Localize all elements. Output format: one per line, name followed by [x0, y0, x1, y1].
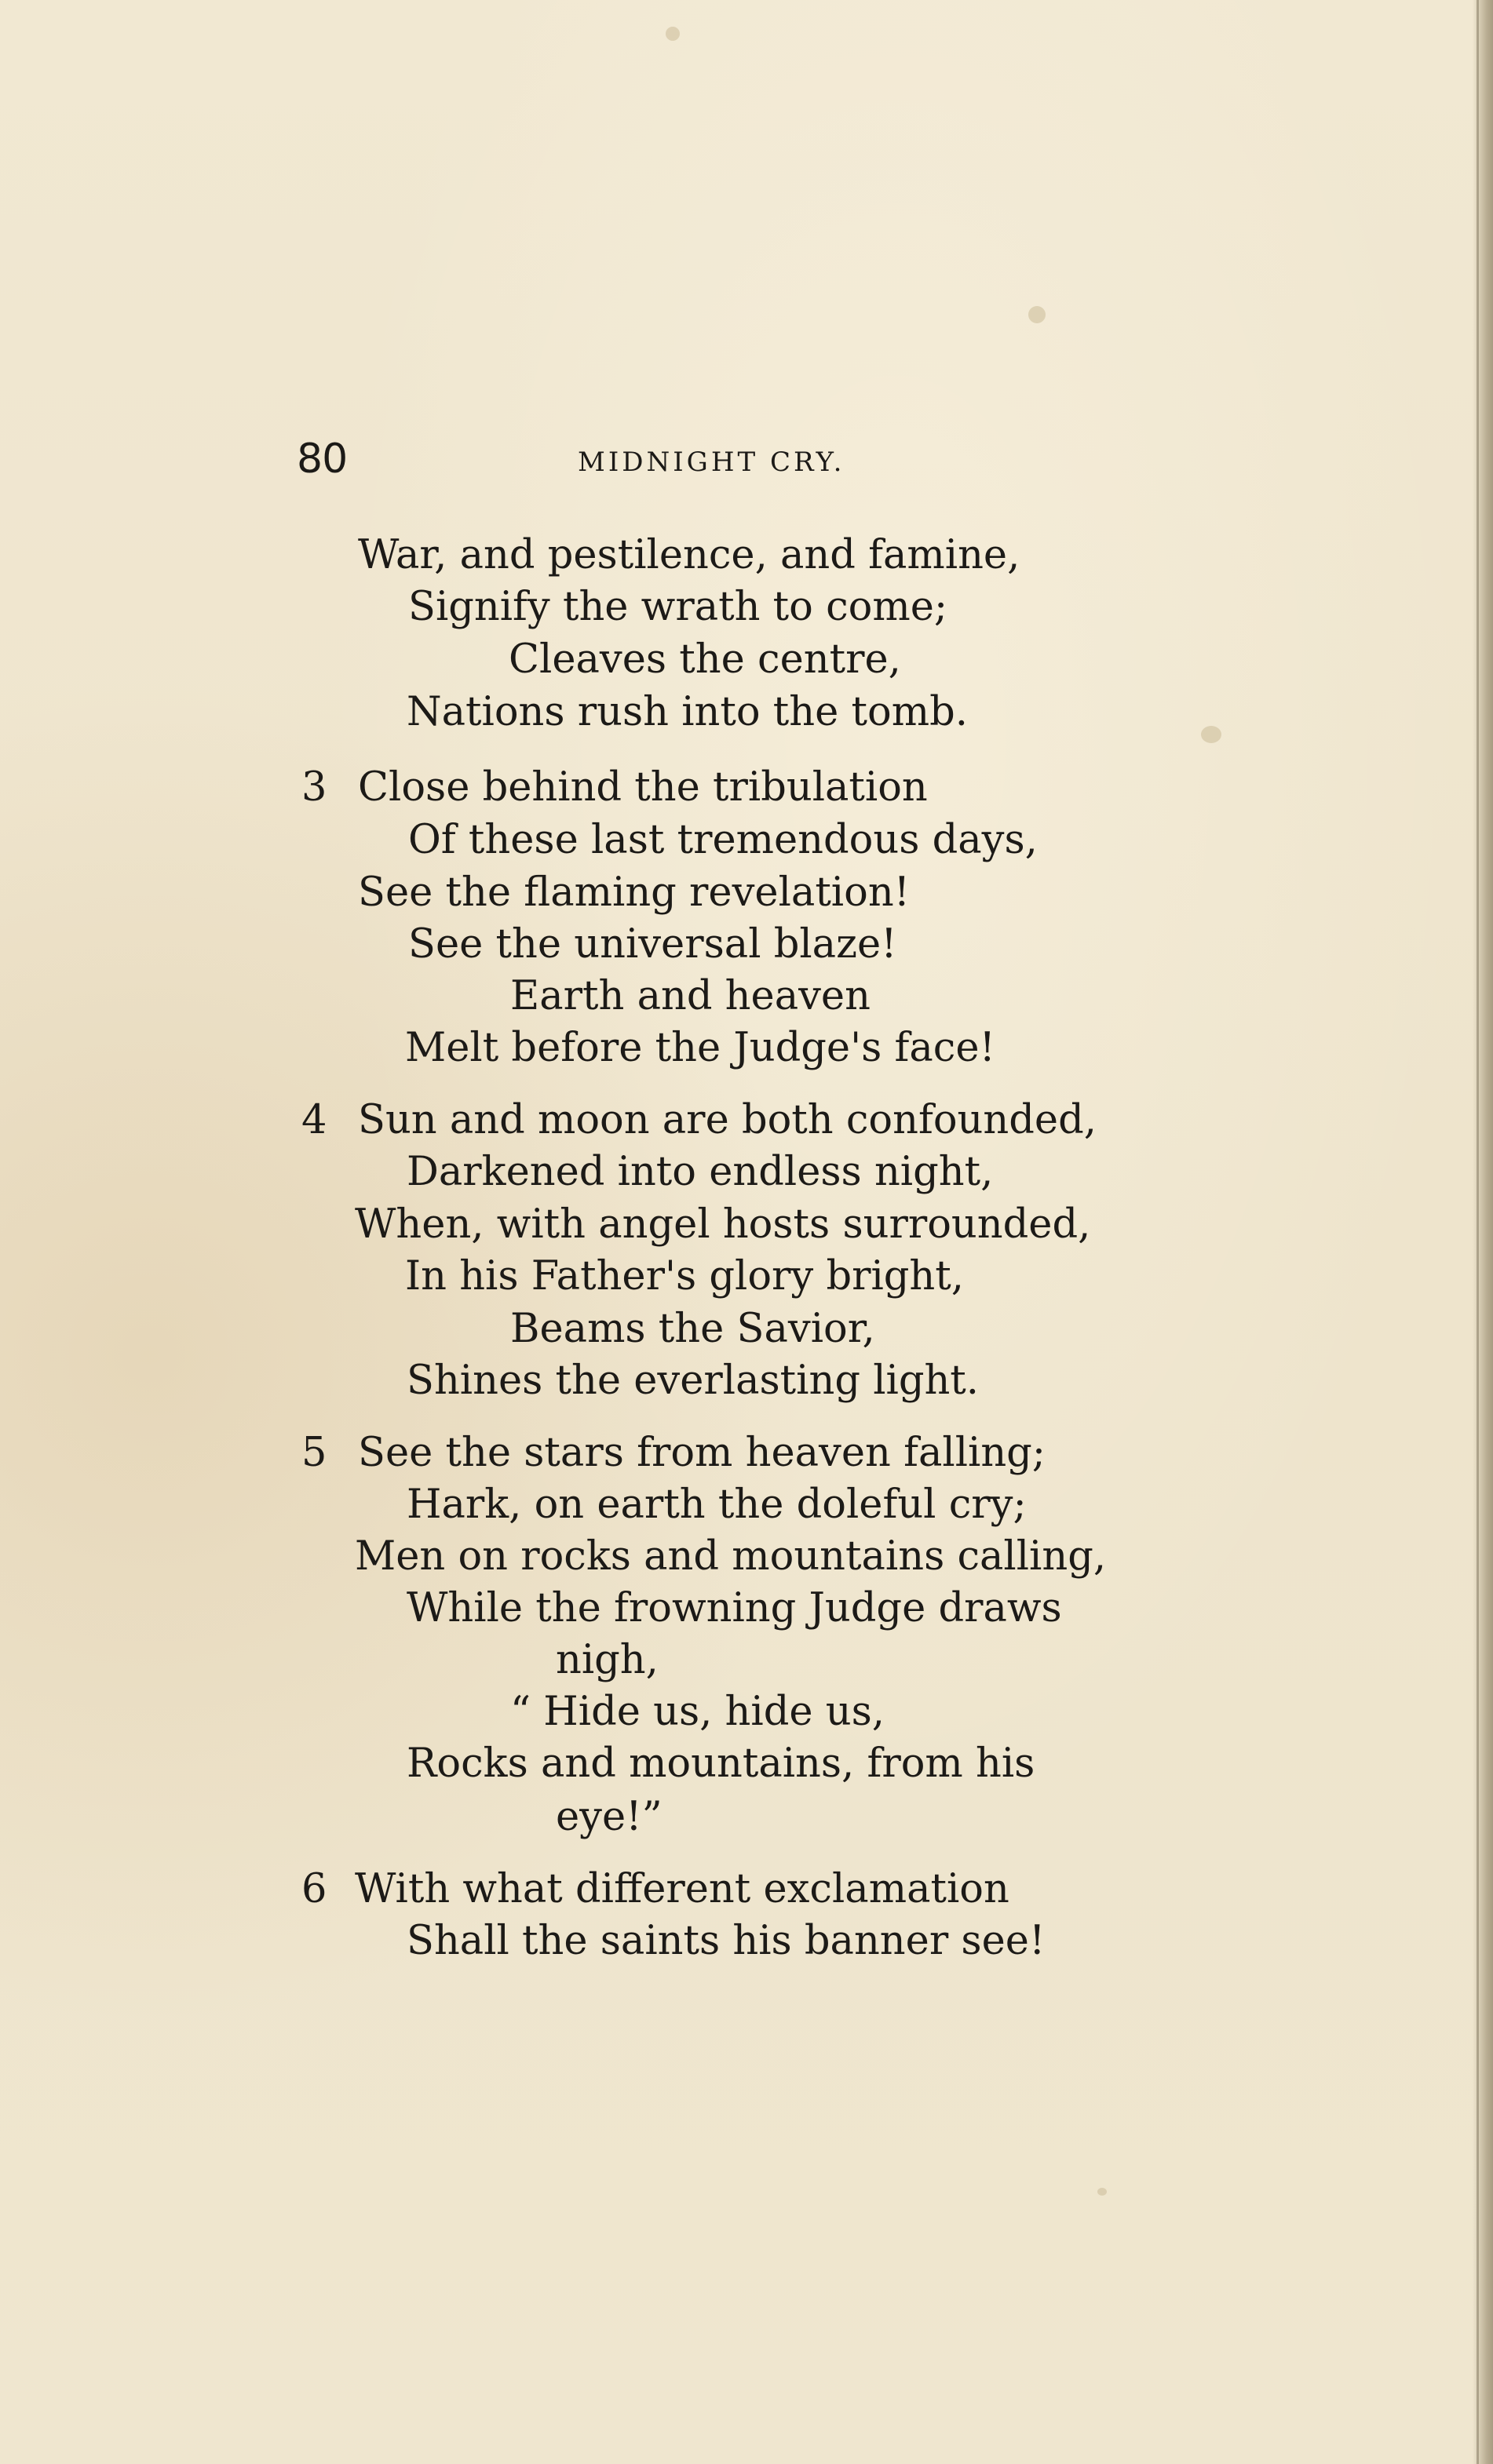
verse-line: While the frowning Judge draws — [407, 1585, 1062, 1631]
verse-line: Sun and moon are both confounded, — [358, 1097, 1097, 1143]
verse-line: Shines the everlasting light. — [407, 1358, 980, 1404]
paper-speck — [1097, 2188, 1107, 2196]
paper-speck — [1028, 306, 1046, 323]
verse-line: Melt before the Judge's face! — [405, 1025, 996, 1071]
verse-line: eye!” — [556, 1794, 663, 1840]
verse-line: Shall the saints his banner see! — [407, 1918, 1046, 1964]
verse-line: Rocks and mountains, from his — [407, 1740, 1035, 1787]
verse-line: Nations rush into the tomb. — [407, 689, 968, 735]
verse-line: Beams the Savior, — [510, 1306, 875, 1352]
paper-speck — [1201, 726, 1221, 743]
stanza-number: 3 — [301, 764, 327, 811]
verse-line: Hark, on earth the doleful cry; — [407, 1482, 1027, 1528]
page-edge-line — [1477, 0, 1479, 2464]
verse-line: See the universal blaze! — [408, 921, 897, 968]
stanza-number: 4 — [301, 1097, 327, 1143]
verse-line: Of these last tremendous days, — [408, 817, 1038, 863]
verse-line: nigh, — [556, 1637, 659, 1683]
verse-line: War, and pestilence, and famine, — [358, 532, 1020, 578]
verse-line: See the flaming revelation! — [358, 869, 911, 916]
verse-line: Earth and heaven — [510, 973, 871, 1019]
verse-line: Signify the wrath to come; — [408, 584, 948, 630]
verse-line: Men on rocks and mountains calling, — [355, 1533, 1107, 1580]
verse-line: See the stars from heaven falling; — [358, 1430, 1046, 1476]
running-head — [297, 436, 1082, 498]
verse-line: Cleaves the centre, — [509, 636, 901, 683]
running-title: MIDNIGHT CRY. — [578, 447, 845, 478]
page-number: 80 — [297, 436, 348, 483]
verse-line: “ Hide us, hide us, — [510, 1689, 885, 1735]
verse-line: In his Father's glory bright, — [405, 1253, 964, 1299]
verse-line: When, with angel hosts surrounded, — [355, 1201, 1091, 1248]
stanza-number: 5 — [301, 1430, 327, 1476]
verse-line: With what different exclamation — [355, 1866, 1009, 1912]
paper-speck — [666, 27, 680, 41]
verse-line: Darkened into endless night, — [407, 1149, 994, 1195]
page-edge — [1473, 0, 1493, 2464]
verse-line: Close behind the tribulation — [358, 764, 928, 811]
stanza-number: 6 — [301, 1866, 327, 1912]
